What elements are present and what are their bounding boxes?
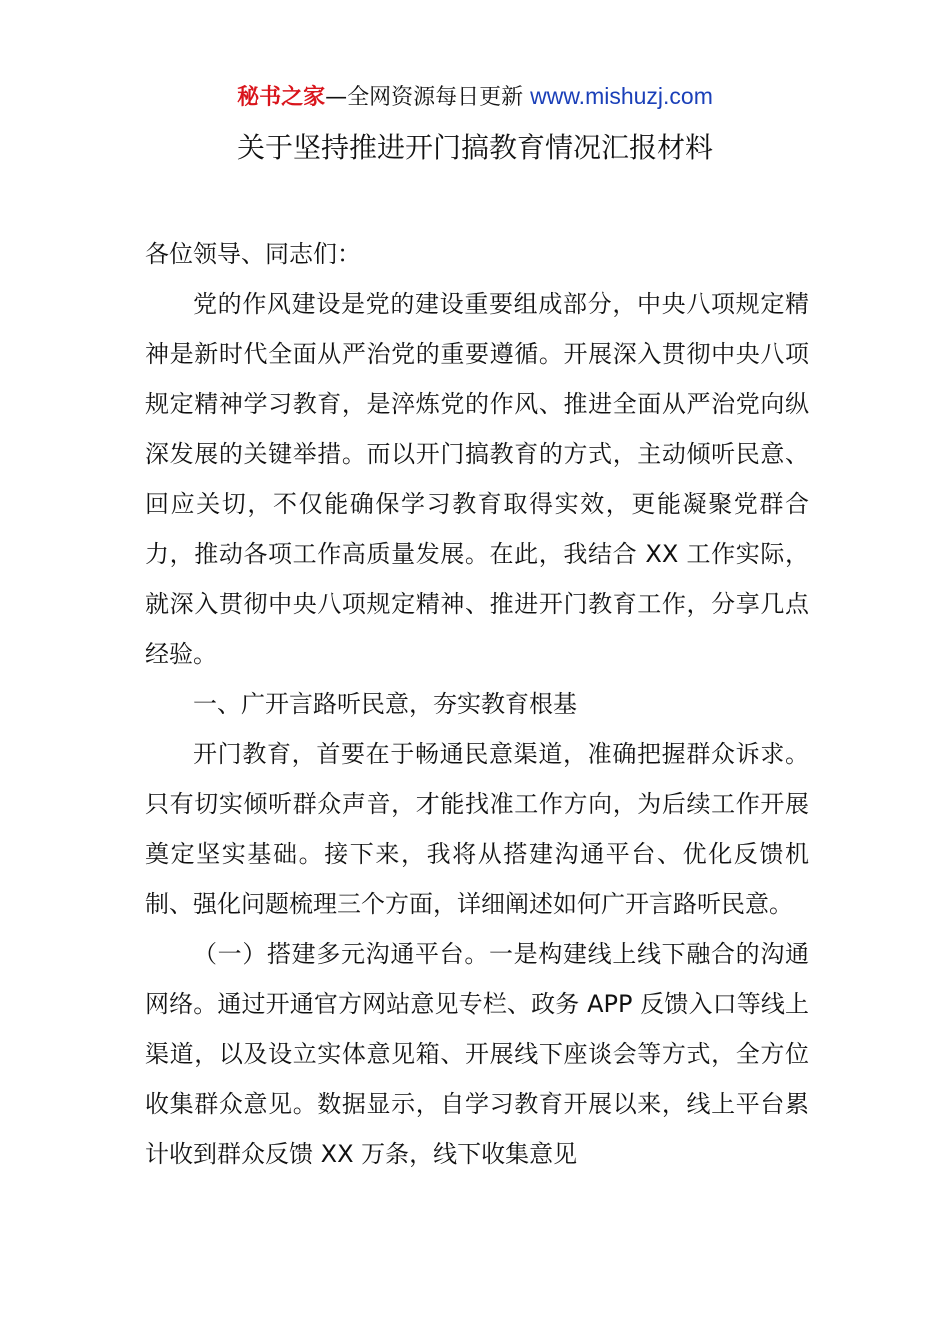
site-header xyxy=(0,80,950,114)
section-heading: 一、广开言路听民意，夯实教育根基 xyxy=(193,690,577,718)
paragraph: 党的作风建设是党的建设重要组成部分，中央八项规定精神是新时代全面从严治党的重要遵循。开展深入贯彻中央八项规定精神学习教育，是淬炼党的作风、推进全面从严治党向纵深发展的关键举措。而以开门搞教育的方式，主动倾听民意、回应关切，不仅能确保学习教育取得实效，更能凝聚党群合力，推动各项工作高质量发展。在此，我结合 XX 工作实际，就深入贯彻中央八项规定精神、推进开门教育工作，分享几点经验。 xyxy=(145,290,809,668)
site-url[interactable]: www.mishuzj.com xyxy=(530,83,713,109)
document-body xyxy=(145,229,809,1179)
salutation: 各位领导、同志们： xyxy=(145,240,361,268)
document-title: 关于坚持推进开门搞教育情况汇报材料 xyxy=(236,131,713,164)
paragraph: （一）搭建多元沟通平台。一是构建线上线下融合的沟通网络。通过开通官方网站意见专栏、政务 APP 反馈入口等线上渠道，以及设立实体意见箱、开展线下座谈会等方式，全方位收集群众意见。数据显示，自学习教育开展以来，线上平台累计收到群众反馈 XX 万条，线下收集意见 xyxy=(145,940,809,1168)
header-separator: — xyxy=(325,85,348,110)
paragraph: 开门教育，首要在于畅通民意渠道，准确把握群众诉求。只有切实倾听群众声音，才能找准工作方向，为后续工作开展奠定坚实基础。接下来，我将从搭建沟通平台、优化反馈机制、强化问题梳理三个方面，详细阐述如何广开言路听民意。 xyxy=(145,740,809,918)
brand-name: 秘书之家 xyxy=(237,85,326,110)
header-tagline: 全网资源每日更新 xyxy=(347,85,531,110)
